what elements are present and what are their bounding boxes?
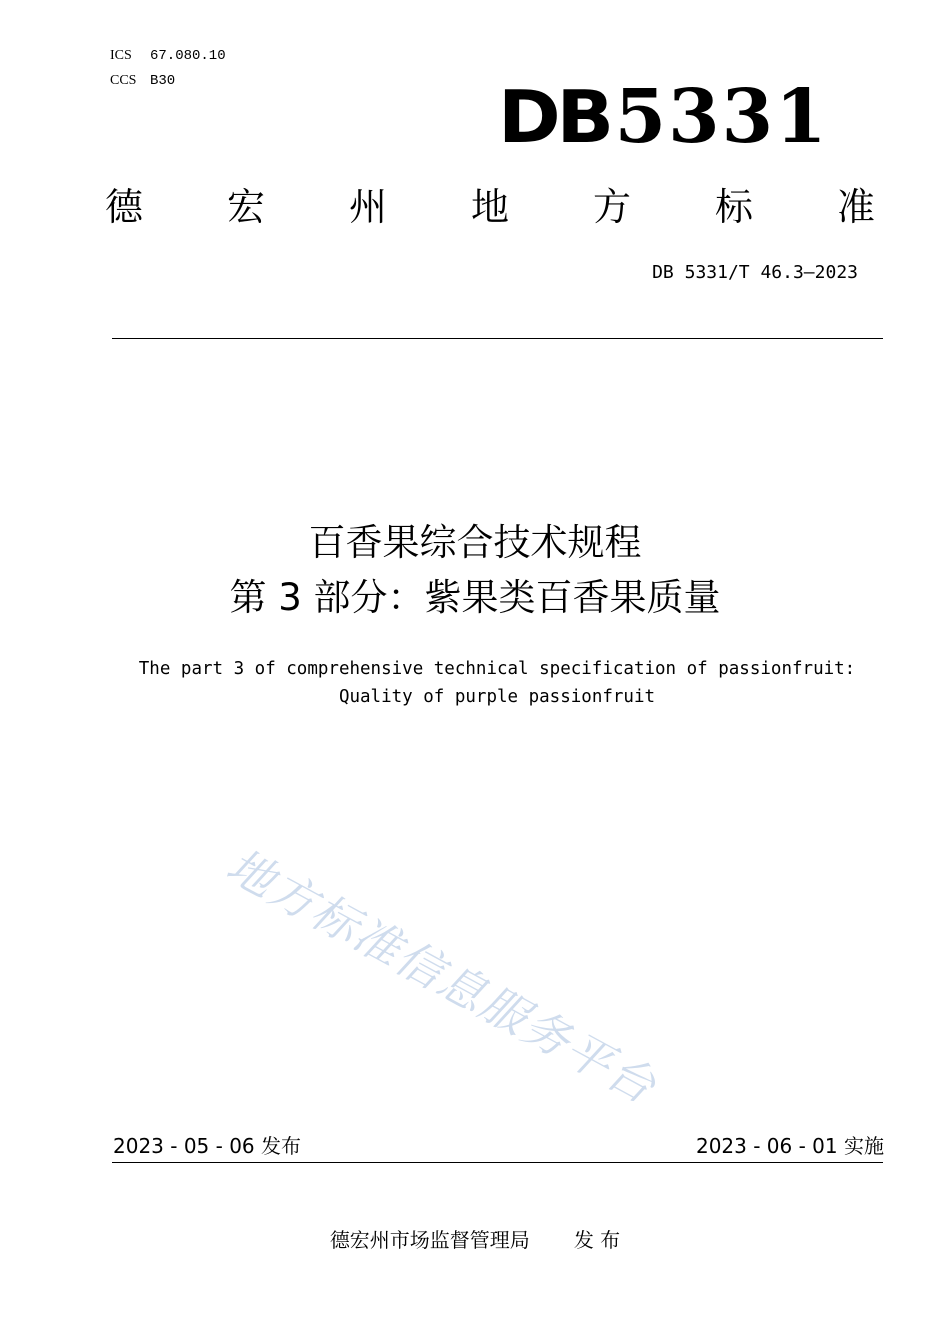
document-title-line2: 第 3 部分：紫果类百香果质量 — [229, 576, 721, 619]
standard-type-char: 地 — [470, 185, 509, 229]
standard-type-char: 准 — [836, 185, 875, 229]
footer-divider — [112, 1162, 883, 1163]
issuer-action: 发 布 — [573, 1228, 621, 1252]
standard-type-char: 宏 — [226, 185, 265, 229]
publish-date: 2023 - 05 - 06 发布 — [113, 1134, 302, 1158]
standard-type-char: 州 — [348, 185, 387, 229]
db-logo — [498, 74, 829, 160]
document-title-line1: 百香果综合技术规程 — [308, 521, 642, 564]
header-divider — [112, 338, 883, 339]
db-logo-prefix: DB — [498, 75, 610, 159]
standard-type-char: 德 — [104, 185, 143, 229]
english-title-line1: The part 3 of comprehensive technical specification of passionfruit: — [138, 659, 856, 679]
ics-code: 67.080.10 — [150, 48, 226, 64]
standard-type-title — [100, 183, 880, 231]
issuer — [0, 1227, 950, 1253]
standard-type-char: 方 — [592, 185, 631, 229]
issuer-name: 德宏州市场监督管理局 — [329, 1228, 530, 1252]
ics-line — [110, 48, 226, 64]
implement-date: 2023 - 06 - 01 实施 — [695, 1134, 884, 1158]
english-title-line2: Quality of purple passionfruit — [338, 687, 656, 707]
ccs-label: CCS — [110, 73, 137, 88]
ics-label: ICS — [110, 48, 132, 63]
standard-number: DB 5331/T 46.3—2023 — [652, 262, 858, 283]
ccs-code: B30 — [150, 73, 176, 89]
watermark: 地方标准信息服务平台 — [217, 837, 666, 1115]
db-logo-code: 5331 — [614, 74, 829, 160]
ccs-line — [110, 73, 175, 89]
standard-type-char: 标 — [714, 185, 753, 229]
